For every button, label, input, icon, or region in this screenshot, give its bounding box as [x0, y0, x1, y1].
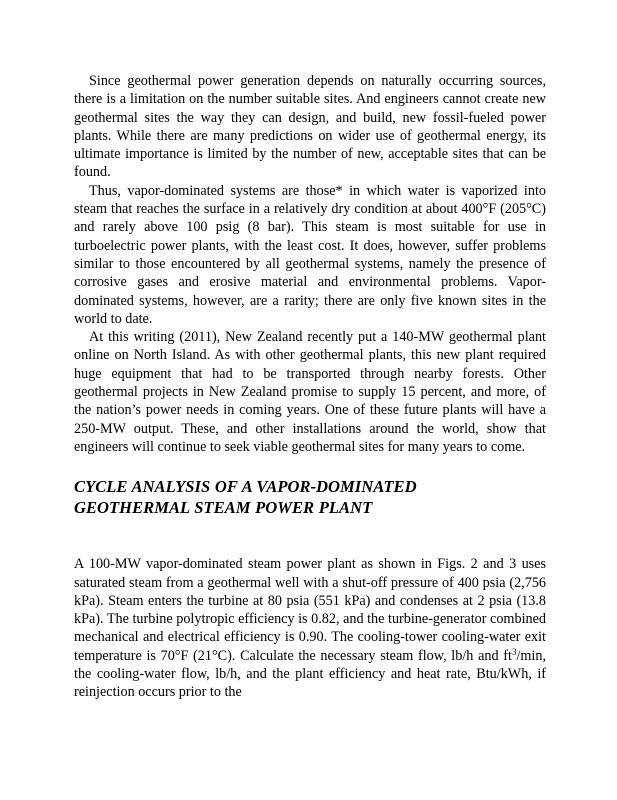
paragraph-vapor-dominated-systems: Thus, vapor-dominated systems are those* in which water is vaporized into steam that reaches the surface in a relatively dry condition at about 400°F (205°C) and rarely above 100 psig (8 bar). This steam is most suitable for use in turboelectric power plants, with the least cost. It does, however, suffer problems similar to those encountered by all geothermal systems, namely the presence of corrosive gases and erosive material and environmental problems. Vapor-dominated systems, however, are a rarity; there are only five known sites in the world to date.	[74, 182, 546, 327]
problem-text-main: A 100-MW vapor-dominated steam power plant as shown in Figs. 2 and 3 uses saturated steam from a geothermal well with a shut-off pressure of 400 psia (2,756 kPa). Steam enters the turbine at 80 psia (551 kPa) and condenses at 2 psia (13.8 kPa). The turbine polytropic efficiency is 0.82, and the turbine-generator combined mechanical and electrical efficiency is 0.90. The cooling-tower cooling-water exit temperature is 70°F (21°C). Calculate the necessary steam flow, lb/h and ft	[74, 556, 546, 664]
paragraph-new-zealand-plant: At this writing (2011), New Zealand recently put a 140-MW geothermal plant online on North Island. As with other geothermal plants, this new plant required huge equipment that had to be transported through nearby forests. Other geothermal projects in New Zealand promise to supply 15 percent, and more, of the nation’s power needs in coming years. One of these future plants will have a 250-MW output. These, and other installations around the world, show that engineers will continue to seek viable geothermal sites for many years to come.	[74, 329, 546, 455]
page-content	[74, 72, 546, 702]
superscript-cubed: 3	[511, 646, 517, 657]
problem-statement	[74, 555, 546, 701]
paragraph-site-limitations: Since geothermal power generation depends on naturally occurring sources, there is a limitation on the number suitable sites. And engineers cannot create new geothermal sites the way they can design, and build, new fossil-fueled power plants. While there are many predictions on wider use of geothermal energy, its ultimate importance is limited by the number of new, acceptable sites that can be found.	[74, 73, 546, 181]
section-heading-line-1: CYCLE ANALYSIS OF A VAPOR-DOMINATED	[74, 477, 417, 497]
section-heading	[74, 476, 546, 518]
problem-text-continued: /min, the cooling-water flow, lb/h, and the plant efficiency and heat rate, Btu/kWh, if reinjection occurs prior to the	[74, 647, 546, 701]
section-heading-line-2: GEOTHERMAL STEAM POWER PLANT	[74, 498, 373, 518]
